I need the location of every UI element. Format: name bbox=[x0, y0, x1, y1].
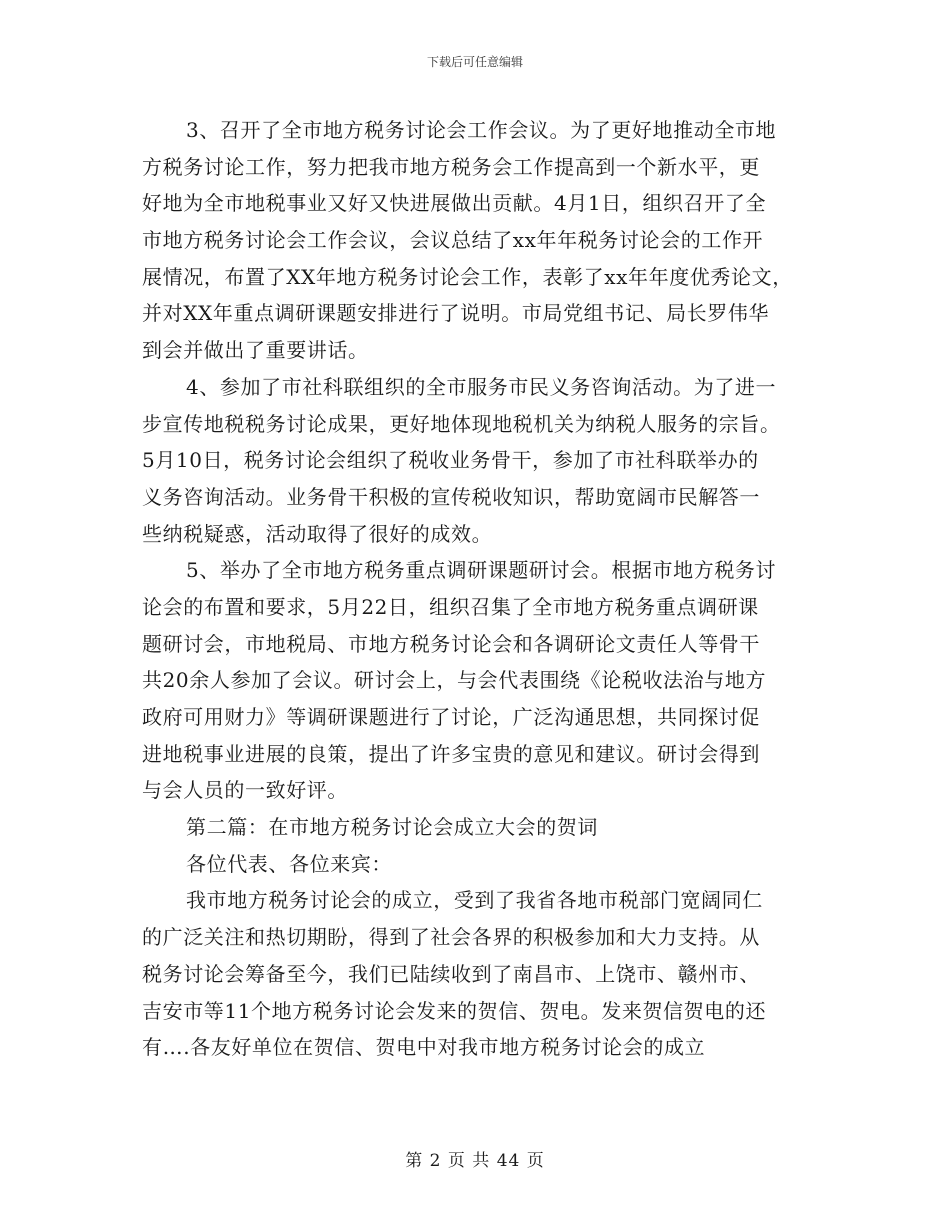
section-title: 第二篇：在市地方税务讨论会成立大会的贺词 bbox=[186, 815, 598, 840]
paragraph-line: 我市地方税务讨论会的成立，受到了我省各地市税部门宽阔同仁 bbox=[186, 888, 763, 913]
paragraph-line: 展情况，布置了XX年地方税务讨论会工作，表彰了xx年年度优秀论文， bbox=[142, 264, 793, 289]
paragraph-line: 吉安市等11个地方税务讨论会发来的贺信、贺电。发来贺信贺电的还 bbox=[142, 998, 767, 1023]
paragraph-line: 些纳税疑惑，活动取得了很好的成效。 bbox=[142, 521, 493, 546]
paragraph-line: 有….各友好单位在贺信、贺电中对我市地方税务讨论会的成立 bbox=[142, 1035, 706, 1060]
page-header: 下载后可任意编辑 bbox=[426, 55, 523, 69]
page-footer: 第 2 页 共 44 页 bbox=[405, 1151, 545, 1171]
paragraph-line: 步宣传地税税务讨论成果，更好地体现地税机关为纳税人服务的宗旨。 bbox=[142, 411, 781, 436]
paragraph-line: 论会的布置和要求，5月22日，组织召集了全市地方税务重点调研课 bbox=[142, 594, 759, 619]
paragraph-line: 共20余人参加了会议。研讨会上，与会代表围绕《论税收法治与地方 bbox=[142, 668, 767, 693]
paragraph-line: 到会并做出了重要讲话。 bbox=[142, 338, 369, 363]
paragraph-line: 3、召开了全市地方税务讨论会工作会议。为了更好地推动全市地 bbox=[186, 118, 777, 142]
paragraph-line: 政府可用财力》等调研课题进行了讨论，广泛沟通思想，共同探讨促 bbox=[142, 705, 760, 729]
document-body bbox=[142, 112, 822, 1066]
paragraph-line: 方税务讨论工作，努力把我市地方税务会工作提高到一个新水平，更 bbox=[142, 154, 760, 179]
paragraph-line: 并对XX年重点调研课题安排进行了说明。市局党组书记、局长罗伟华 bbox=[142, 301, 770, 326]
paragraph-line: 5月10日，税务讨论会组织了税收业务骨干，参加了市社科联举办的 bbox=[142, 448, 759, 473]
paragraph-line: 进地税事业进展的良策，提出了许多宝贵的意见和建议。研讨会得到 bbox=[142, 741, 760, 766]
paragraph-line: 5、举办了全市地方税务重点调研课题研讨会。根据市地方税务讨 bbox=[186, 558, 777, 583]
paragraph-line: 市地方税务讨论会工作会议，会议总结了xx年年税务讨论会的工作开 bbox=[142, 228, 764, 253]
paragraph-line: 的广泛关注和热切期盼，得到了社会各界的积极参加和大力支持。从 bbox=[142, 925, 760, 950]
paragraph-line: 好地为全市地税事业又好又快进展做出贡献。4月1日，组织召开了全 bbox=[142, 191, 767, 216]
paragraph-line: 4、参加了市社科联组织的全市服务市民义务咨询活动。为了进一 bbox=[186, 374, 777, 399]
paragraph-line: 题研讨会，市地税局、市地方税务讨论会和各调研论文责任人等骨干 bbox=[142, 631, 760, 656]
salutation: 各位代表、各位来宾： bbox=[186, 851, 392, 876]
paragraph-line: 义务咨询活动。业务骨干积极的宣传税收知识，帮助宽阔市民解答一 bbox=[142, 484, 760, 509]
paragraph-line: 与会人员的一致好评。 bbox=[142, 778, 348, 803]
paragraph-line: 税务讨论会筹备至今，我们已陆续收到了南昌市、上饶市、赣州市、 bbox=[142, 961, 760, 986]
